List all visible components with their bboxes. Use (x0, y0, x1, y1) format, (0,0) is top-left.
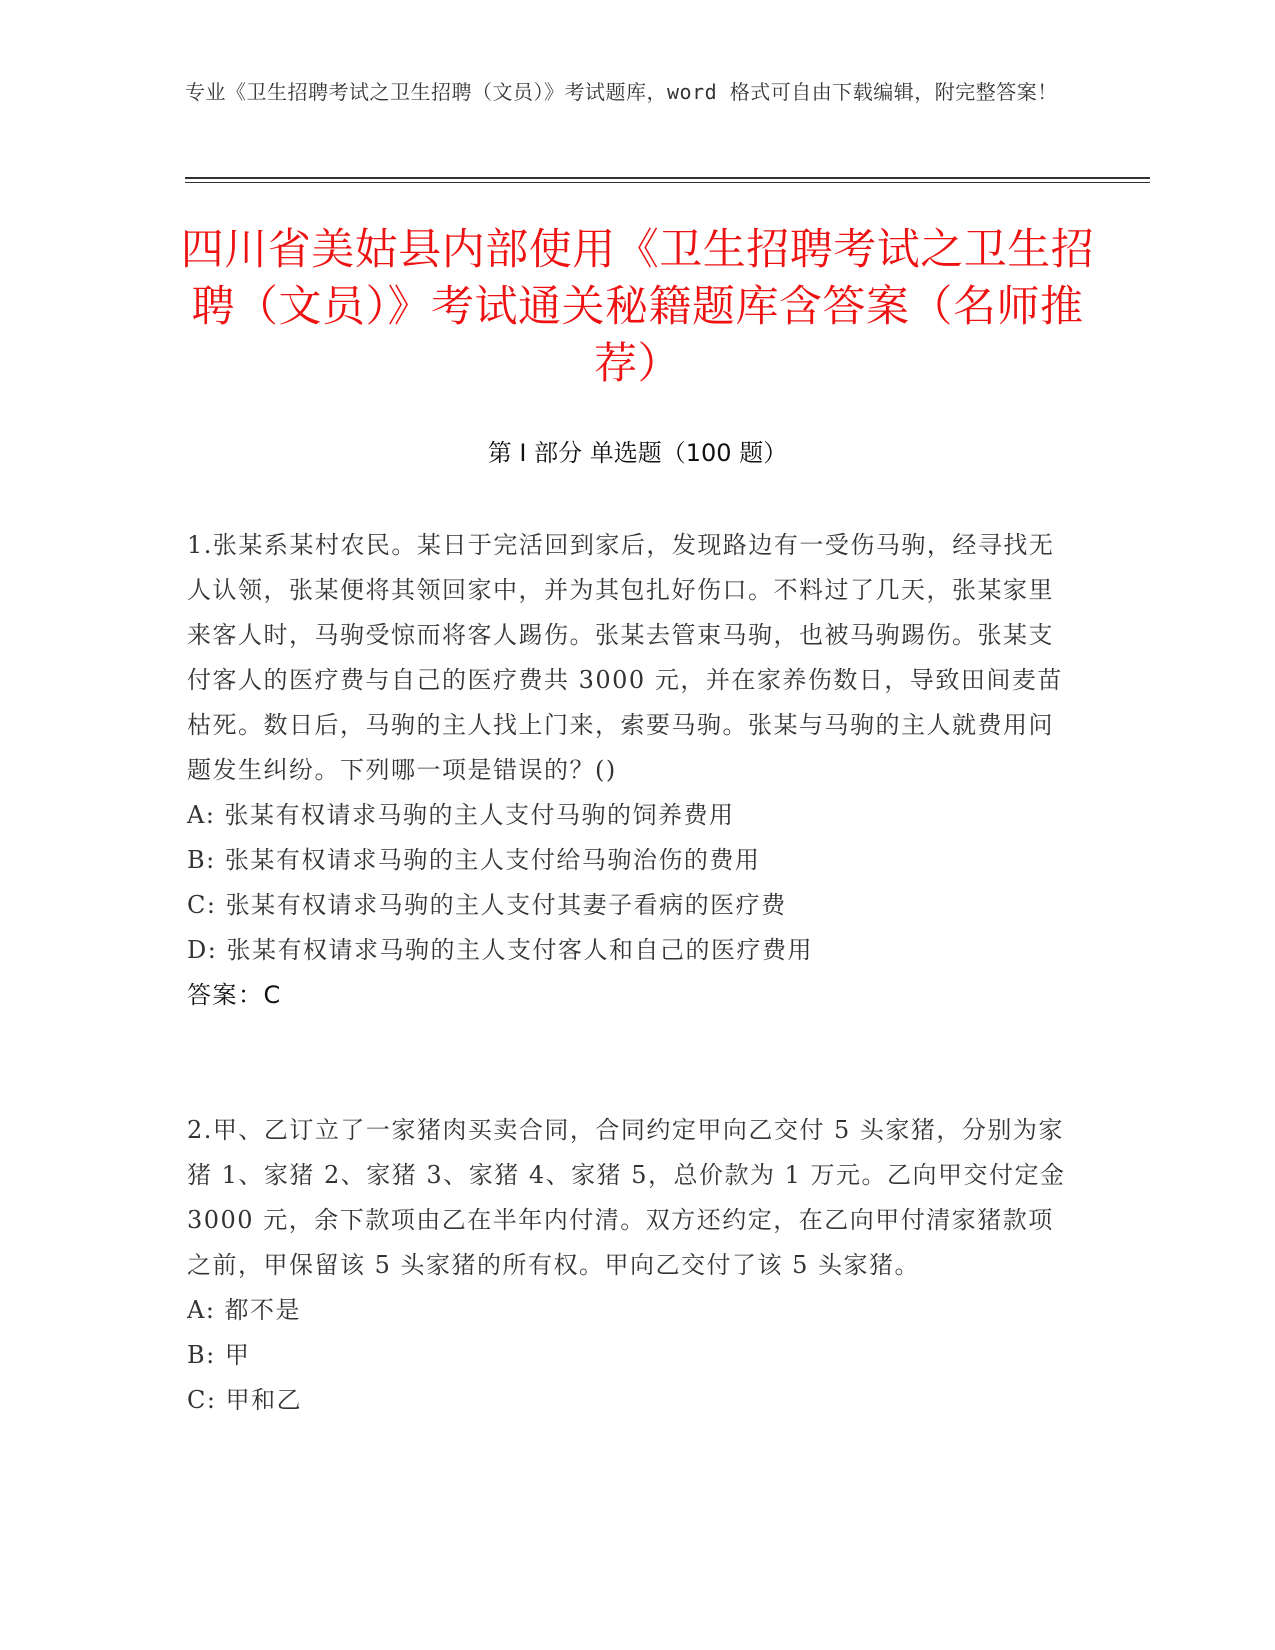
question-option-b: B: 张某有权请求马驹的主人支付给马驹治伤的费用 (187, 846, 761, 874)
question-option-a: A: 都不是 (187, 1296, 302, 1324)
document-title: 四川省美姑县内部使用《卫生招聘考试之卫生招聘（文员）》考试通关秘籍题库含答案（名师推荐） (180, 225, 1095, 389)
question-option-d: D: 张某有权请求马驹的主人支付客人和自己的医疗费用 (187, 936, 813, 964)
section-heading: 第 I 部分 单选题（100 题） (487, 439, 788, 467)
question-item (187, 523, 1067, 1018)
question-option-c: C: 甲和乙 (187, 1386, 303, 1414)
question-stem: 1.张某系某村农民。某日于完活回到家后，发现路边有一受伤马驹，经寻找无人认领，张某便将其领回家中，并为其包扎好伤口。不料过了几天，张某家里来客人时，马驹受惊而将客人踢伤。张某去管束马驹，也被马驹踢伤。张某支付客人的医疗费与自己的医疗费共 3000 元，并在家养伤数日，导致田间麦苗枯死。数日后，马驹的主人找上门来，索要马驹。张某与马驹的主人就费用问题发生纠纷。下列哪一项是错误的？() (187, 531, 1063, 784)
question-option-a: A: 张某有权请求马驹的主人支付马驹的饲养费用 (187, 801, 735, 829)
header-divider-thin (185, 182, 1150, 183)
question-answer: 答案：C (187, 981, 282, 1009)
question-stem: 2.甲、乙订立了一家猪肉买卖合同，合同约定甲向乙交付 5 头家猪，分别为家猪 1、家猪 2、家猪 3、家猪 4、家猪 5，总价款为 1 万元。乙向甲交付定金 3000 元，余下款项由乙在半年内付清。双方还约定，在乙向甲付清家猪款项之前，甲保留该 5 头家猪的所有权。甲向乙交付了该 5 头家猪。 (187, 1116, 1066, 1279)
header-divider-thick (185, 177, 1150, 179)
question-option-c: C: 张某有权请求马驹的主人支付其妻子看病的医疗费 (187, 891, 787, 919)
question-item (187, 1108, 1067, 1423)
header-note: 专业《卫生招聘考试之卫生招聘（文员）》考试题库，word 格式可自由下载编辑，附完整答案！ (185, 80, 1058, 104)
question-option-b: B: 甲 (187, 1341, 251, 1369)
